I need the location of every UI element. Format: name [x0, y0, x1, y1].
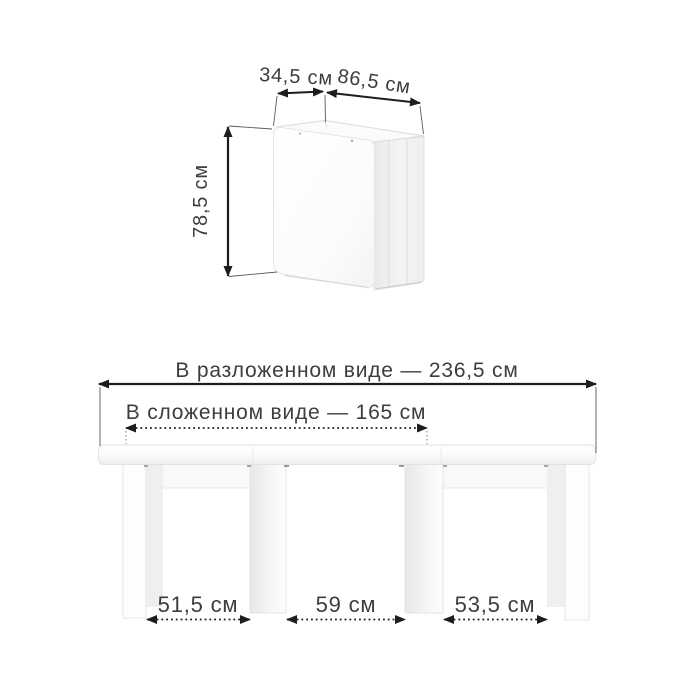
table-leg-right-inner [547, 464, 565, 607]
dimension-gap-1 [147, 592, 250, 620]
gap-3-label: 53,5 см [454, 592, 536, 617]
dimension-depth [259, 64, 334, 126]
dimension-gap-2 [287, 592, 405, 620]
tabletop [99, 445, 596, 465]
height-label: 78,5 см [190, 164, 212, 238]
gap-1-label: 51,5 см [157, 592, 239, 617]
compact-width-label: В сложенном виде — 165 см [125, 401, 427, 424]
depth-label: 34,5 см [258, 64, 334, 90]
dimension-height [190, 126, 277, 277]
table-leg-left-inner [146, 464, 163, 607]
hinge-dot-1 [351, 140, 353, 142]
full-width-label: В разложенном виде — 236,5 см [175, 359, 519, 382]
dimension-gap-3 [444, 592, 547, 620]
dimension-compact-width [126, 401, 427, 444]
top-width-label: 86,5 см [335, 65, 413, 99]
folded-table-figure [190, 64, 424, 290]
table-leg-left-outer [123, 464, 146, 618]
folded-table-front-face [274, 127, 375, 287]
unfolded-table-figure [99, 359, 597, 620]
table-leg-right-outer [565, 464, 589, 620]
folded-table-side-face [374, 137, 424, 291]
pedestal-panel-left [250, 464, 286, 613]
gap-2-label: 59 см [315, 592, 377, 617]
hinge-dot-2 [299, 132, 301, 134]
pedestal-panel-right [405, 464, 443, 613]
